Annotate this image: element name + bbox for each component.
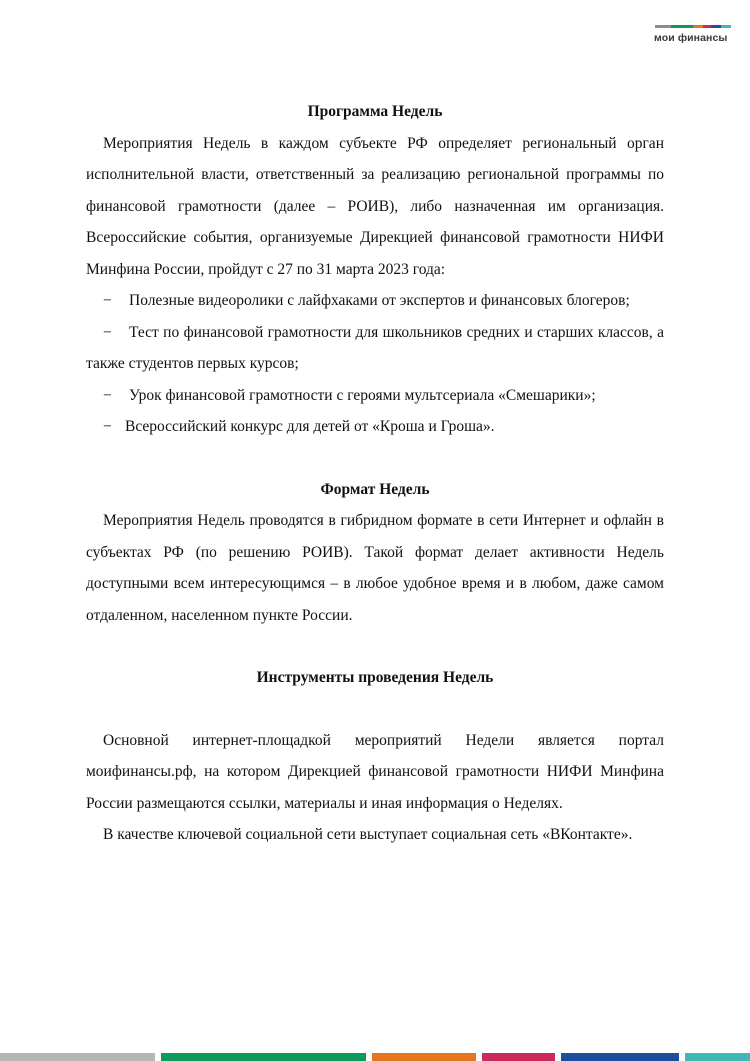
- spacer: [86, 631, 664, 662]
- tools-paragraph: В качестве ключевой социальной сети выступает социальная сеть «ВКонтакте».: [103, 826, 633, 843]
- footer-bar-segment: [482, 1053, 555, 1061]
- footer-bar-segment: [161, 1053, 366, 1061]
- logo-color-bar: [655, 25, 731, 28]
- list-item-text: Полезные видеоролики с лайфхаками от экспертов и финансовых блогеров;: [129, 292, 630, 309]
- footer-bar-segment: [372, 1053, 476, 1061]
- logo-bar-segment: [711, 25, 721, 28]
- footer-bar-segment: [685, 1053, 750, 1061]
- program-intro: Мероприятия Недель в каждом субъекте РФ определяет региональный орган исполнительной власти, ответственный за реализацию региональной программы по финансовой грамотности (далее – РОИВ), либо назначенная им организация. Всероссийские события, организуемые Дирекцией финансовой грамотности НИФИ Минфина России, пройдут с 27 по 31 марта 2023 года:: [86, 134, 664, 278]
- logo-bar-segment: [721, 25, 731, 28]
- bullet-dash: −: [103, 292, 112, 309]
- list-item: [86, 380, 664, 412]
- list-item: [86, 317, 664, 380]
- logo-bar-segment: [671, 25, 693, 28]
- bullet-dash: −: [103, 418, 112, 435]
- list-item-text: Всероссийский конкурс для детей от «Кроша и Гроша».: [125, 418, 495, 435]
- spacer: [86, 443, 664, 474]
- document-body: [86, 96, 664, 851]
- list-item: [86, 411, 664, 443]
- spacer: [86, 694, 664, 725]
- logo-bar-segment: [703, 25, 711, 28]
- footer-color-bar: [0, 1053, 750, 1061]
- section-title-program: Программа Недель: [307, 103, 443, 120]
- section-title-tools: Инструменты проведения Недель: [256, 669, 494, 686]
- list-item-text: Урок финансовой грамотности с героями мультсериала «Смешарики»;: [129, 386, 596, 404]
- list-item: [86, 285, 664, 317]
- format-text: Мероприятия Недель проводятся в гибридном формате в сети Интернет и офлайн в субъектах РФ (по решению РОИВ). Такой формат делает активности Недель доступными всем интересующимся – в любое удобное время и в любом, даже самом отдаленном, населенном пункте России.: [86, 512, 664, 624]
- logo-bar-segment: [693, 25, 703, 28]
- bullet-dash: −: [103, 386, 112, 404]
- logo-text: мои финансы: [654, 32, 728, 44]
- section-title-format: Формат Недель: [320, 480, 430, 498]
- bullet-dash: −: [103, 323, 112, 341]
- logo-bar-segment: [655, 25, 671, 28]
- list-item-text: Тест по финансовой грамотности для школьников средних и старших классов, а также студентов первых курсов;: [86, 323, 664, 372]
- tools-paragraph: Основной интернет-площадкой мероприятий Недели является портал моифинансы.рф, на котором Дирекцией финансовой грамотности НИФИ Минфина России размещаются ссылки, материалы и иная информация о Неделях.: [86, 731, 664, 812]
- footer-bar-segment: [561, 1053, 679, 1061]
- footer-bar-segment: [0, 1053, 155, 1061]
- moi-finansy-logo: [654, 25, 732, 44]
